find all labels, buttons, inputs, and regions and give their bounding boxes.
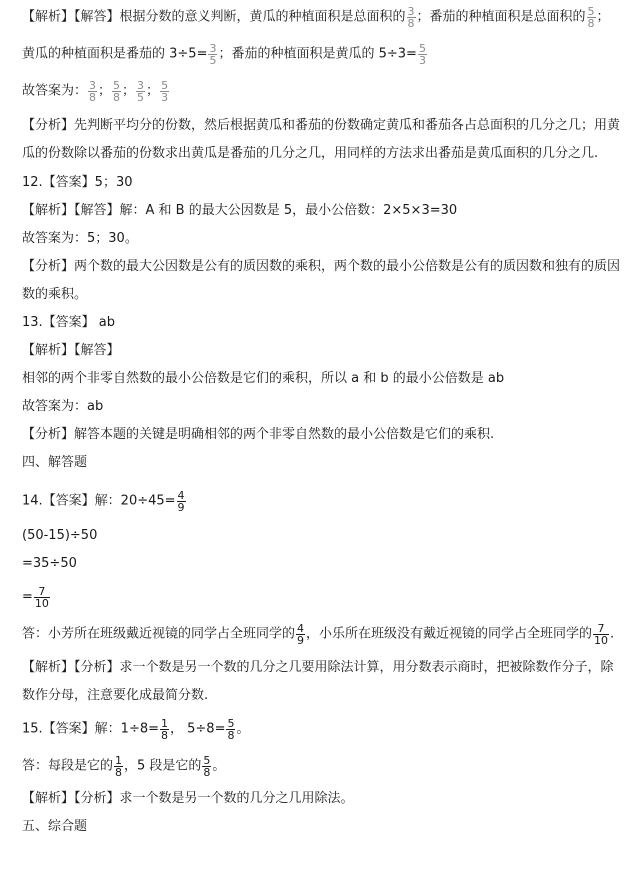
fraction: $\frac{5}{8}$ [227,717,235,742]
section-heading-4: 四、解答题 [22,455,88,470]
fraction: $\frac{7}{10}$ [34,585,49,610]
fraction: $\frac{4}{9}$ [297,622,305,647]
q14-analysis-line-2: 数作分母，注意要化成最简分数. [22,688,209,703]
fraction: $\frac{3}{8}$ [407,5,415,30]
q11-text: 黄瓜的种植面积是番茄的 3÷5= [22,46,208,62]
q14-reply: 答：小芳所在班级戴近视镜的同学占全班同学的 $\frac{4}{9}$ ，小乐所在班级没有戴近视镜的同学占全班同学的 $\frac{7}{10}$ . [22,622,615,647]
fraction: $\frac{5}{8}$ [113,79,121,104]
fraction: $\frac{3}{8}$ [89,79,97,104]
q15-reply: 答：每段是它的 $\frac{1}{8}$ ，5 段是它的 $\frac{5}{8}$ 。 [22,754,226,779]
q13-body: 相邻的两个非零自然数的最小公倍数是它们的乘积，所以 a 和 b 的最小公倍数是 ab [22,371,505,386]
fraction: $\frac{4}{9}$ [177,489,185,514]
q15-analysis: 【解析】【分析】求一个数是另一个数的几分之几用除法。 [22,791,354,806]
q14-answer-line-1: 14.【答案】解：20÷45= $\frac{4}{9}$ [22,489,185,514]
q11-analysis-line-2: 瓜的份数除以番茄的份数求出黄瓜是番茄的几分之几，用同样的方法求出番茄是黄瓜面积的几分之几. [22,146,599,161]
q11-text: 【解析】【解答】根据分数的意义判断，黄瓜的种植面积是总面积的 [22,9,406,25]
q14-analysis-line-1: 【解析】【分析】求一个数是另一个数的几分之几要用除法计算，用分数表示商时，把被除数作分子，除 [22,660,614,675]
q13-analysis: 【分析】解答本题的关键是明确相邻的两个非零自然数的最小公倍数是它们的乘积. [22,427,495,442]
q12-final-answer: 故答案为：5；30。 [22,231,138,246]
q11-solution-line-1: 【解析】【解答】根据分数的意义判断，黄瓜的种植面积是总面积的 $\frac{3}{8}$ ；番茄的种植面积是总面积的 $\frac{5}{8}$ ； [22,5,610,30]
fraction: $\frac{7}{10}$ [594,622,609,647]
q11-solution-line-2 [22,43,620,66]
q14-step-3: = $\frac{7}{10}$ [22,585,49,610]
fraction: $\frac{5}{8}$ [203,754,211,779]
fraction: $\frac{5}{3}$ [418,42,426,67]
q12-analysis-line-1: 【分析】两个数的最大公因数是公有的质因数的乘积，两个数的最小公倍数是公有的质因数和独有的质因 [22,259,621,274]
fraction: $\frac{5}{3}$ [161,79,169,104]
fraction: $\frac{5}{8}$ [587,5,595,30]
q13-final-answer: 故答案为：ab [22,399,104,414]
q12-solution: 【解析】【解答】解：A 和 B 的最大公因数是 5，最小公倍数：2×5×3=30 [22,203,458,218]
q11-analysis-line-1: 【分析】先判断平均分的份数，然后根据黄瓜和番茄的份数确定黄瓜和番茄各占总面积的几分之几；用黄 [22,118,621,133]
q15-answer: 15.【答案】解：1÷8= $\frac{1}{8}$ ， 5÷8= $\frac{5}{8}$ 。 [22,717,250,742]
fraction: $\frac{1}{8}$ [161,717,169,742]
q11-text: ；番茄的种植面积是黄瓜的 5÷3= [218,46,417,62]
q12-answer: 12.【答案】5；30 [22,175,133,190]
q11-answer: 故答案为： $\frac{3}{8}$ ； $\frac{5}{8}$ ； $\frac{3}{5}$ ； $\frac{5}{3}$ [22,79,169,104]
q14-step-1: (50-15)÷50 [22,528,98,543]
q13-header: 【解析】【解答】 [22,343,120,358]
section-heading-5: 五、综合题 [22,819,88,834]
q14-step-2: =35÷50 [22,556,77,571]
fraction: $\frac{1}{8}$ [115,754,123,779]
q12-analysis-line-2: 数的乘积。 [22,287,88,302]
fraction: $\frac{3}{5}$ [209,42,217,67]
q11-text: ；番茄的种植面积是总面积的 [416,9,586,25]
q13-answer: 13.【答案】 ab [22,315,116,330]
fraction: $\frac{3}{5}$ [137,79,145,104]
